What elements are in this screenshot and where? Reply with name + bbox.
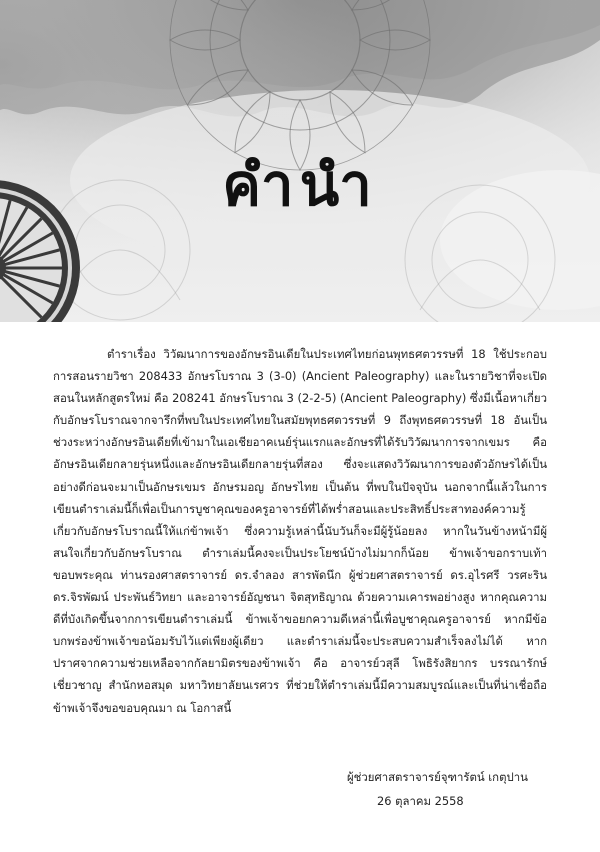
preface-paragraph: ตำราเรื่อง วิวัฒนาการของอักษรอินเดียในประเทศไทยก่อนพุทธศตวรรษที่ 18 ใช้ประกอบการสอนรายวิชา 208433 อักษรโบราณ 3 (3-0) (Ancient Paleography) และในรายวิชาที่จะเปิดสอนในหลักสูตรใหม่ คือ 208241 อักษรโบราณ 3 (2-2-5) (Ancient Paleography) ซึ่งมีเนื้อหาเกี่ยวกับอักษรโบราณจากจารึกที่พบในประเทศไทยในสมัยพุทธศตวรรษที่ 9 ถึงพุทธศตวรรษที่ 18 อันเป็นช่วงระหว่างอักษรอินเดียที่เข้ามาในเอเชียอาคเนย์รุ่นแรกและอักษรที่ได้รับวิวัฒนาการจากเขมร คือ อักษรอินเดียกลายรุ่นหนึ่งและอักษรอินเดียกลายรุ่นที่สอง ซึ่งจะแสดงวิวัฒนาการของตัวอักษรได้เป็นอย่างดีก่อนจะมาเป็นอักษรเขมร อักษรมอญ อักษรไทย เป็นต้น ที่พบในปัจจุบัน นอกจากนี้แล้วในการเขียนตำราเล่มนี้ก็เพื่อเป็นการบูชาคุณของครูอาจารย์ที่ได้พร่ำสอนและประสิทธิ์ประสาทองค์ความรู้เกี่ยวกับอักษรโบราณนี้ให้แก่ข้าพเจ้า ซึ่งความรู้เหล่านี้นับวันก็จะมีผู้รู้น้อยลง หากในวันข้างหน้ามีผู้สนใจเกี่ยวกับอักษรโบราณ ตำราเล่มนี้คงจะเป็นประโยชน์บ้างไม่มากก็น้อย ข้าพเจ้าขอกราบเท้าขอบพระคุณ ท่านรองศาสตราจารย์ ดร.จำลอง สารพัดนึก ผู้ช่วยศาสตราจารย์ ดร.อุไรศรี วรศะริน ดร.จิรพัฒน์ ประพันธ์วิทยา และอาจารย์อัญชนา จิตสุทธิญาณ ด้วยความเคารพอย่างสูง หากคุณความดีที่บังเกิดขึ้นจากการเขียนตำราเล่มนี้ ข้าพเจ้าขอยกความดีเหล่านี้เพื่อบูชาคุณครูอาจารย์ หากมีข้อบกพร่องข้าพเจ้าขอน้อมรับไว้แต่เพียงผู้เดียว และตำราเล่มนี้จะประสบความสำเร็จลงไม่ได้ หากปราศจากความช่วยเหลือจากกัลยามิตรของข้าพเจ้า คือ อาจารย์วสุลี โพธิรังสิยากร บรรณารักษ์เชี่ยวชาญ สำนักหอสมุด มหาวิทยาลัยนเรศวร ที่ช่วยให้ตำราเล่มนี้มีความสมบูรณ์และเป็นที่น่าเชื่อถือ ข้าพเจ้าจึงขอขอบคุณมา ณ โอกาสนี้ xyxy=(53,347,547,715)
signature-date: 26 ตุลาคม 2558 xyxy=(377,794,464,808)
page-title: คำนำ xyxy=(222,151,378,219)
header-banner xyxy=(0,0,600,322)
signature-name: ผู้ช่วยศาสตราจารย์จุฑารัตน์ เกตุปาน xyxy=(347,770,528,784)
